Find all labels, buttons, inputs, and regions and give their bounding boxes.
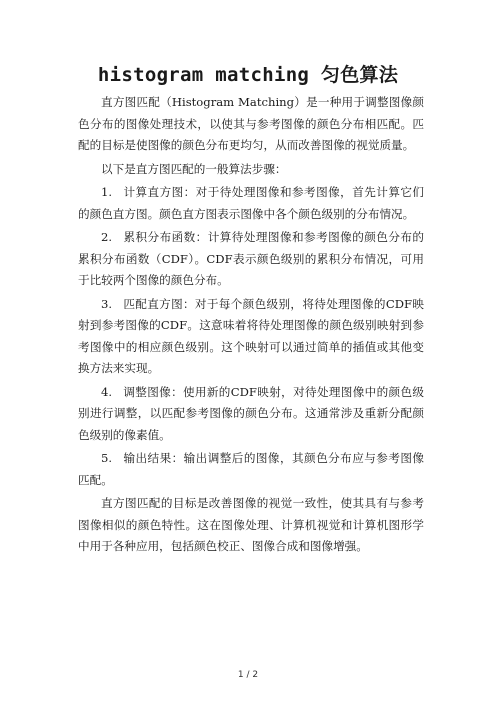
document-body [78, 92, 424, 560]
step-text: 累积分布函数：计算待处理图像和参考图像的颜色分布的累积分布函数（CDF）。CDF表示颜色级别的累积分布情况，可用于比较两个图像的颜色分布。 [78, 230, 424, 287]
step-item-1 [78, 182, 424, 225]
step-number: 5. [101, 451, 113, 465]
step-number: 1. [101, 185, 113, 199]
step-text: 调整图像：使用新的CDF映射，对待处理图像中的颜色级别进行调整，以匹配参考图像的颜色分布。这通常涉及重新分配颜色级别的像素值。 [78, 384, 424, 442]
step-number: 2. [101, 230, 113, 244]
step-number: 3. [101, 296, 113, 311]
intro-paragraph: 直方图匹配（Histogram Matching）是一种用于调整图像颜色分布的图像处理技术，以使其与参考图像的颜色分布相匹配。匹配的目标是使图像的颜色分布更均匀，从而改善图像的视觉质量。 [78, 95, 424, 152]
step-item-3 [78, 294, 424, 380]
step-text: 匹配直方图：对于每个颜色级别，将待处理图像的CDF映射到参考图像的CDF。这意味着将待处理图像的颜色级别映射到参考图像中的相应颜色级别。这个映射可以通过简单的插值或其他变换方法来实现。 [78, 296, 424, 375]
step-number: 4. [101, 384, 113, 399]
step-text: 输出结果：输出调整后的图像，其颜色分布应与参考图像匹配。 [78, 451, 424, 487]
step-text: 计算直方图：对于待处理图像和参考图像，首先计算它们的颜色直方图。颜色直方图表示图像中各个颜色级别的分布情况。 [78, 185, 424, 221]
page-indicator: 1 / 2 [237, 670, 259, 680]
step-item-4 [78, 382, 424, 447]
step-item-2 [78, 227, 424, 292]
closing-paragraph: 直方图匹配的目标是改善图像的视觉一致性，使其具有与参考图像相似的颜色特性。这在图像处理、计算机视觉和计算机图形学中用于各种应用，包括颜色校正、图像合成和图像增强。 [78, 496, 424, 553]
document-title: histogram matching 匀色算法 [97, 64, 399, 86]
step-item-5 [78, 448, 424, 491]
steps-intro-paragraph: 以下是直方图匹配的一般算法步骤： [101, 161, 287, 176]
